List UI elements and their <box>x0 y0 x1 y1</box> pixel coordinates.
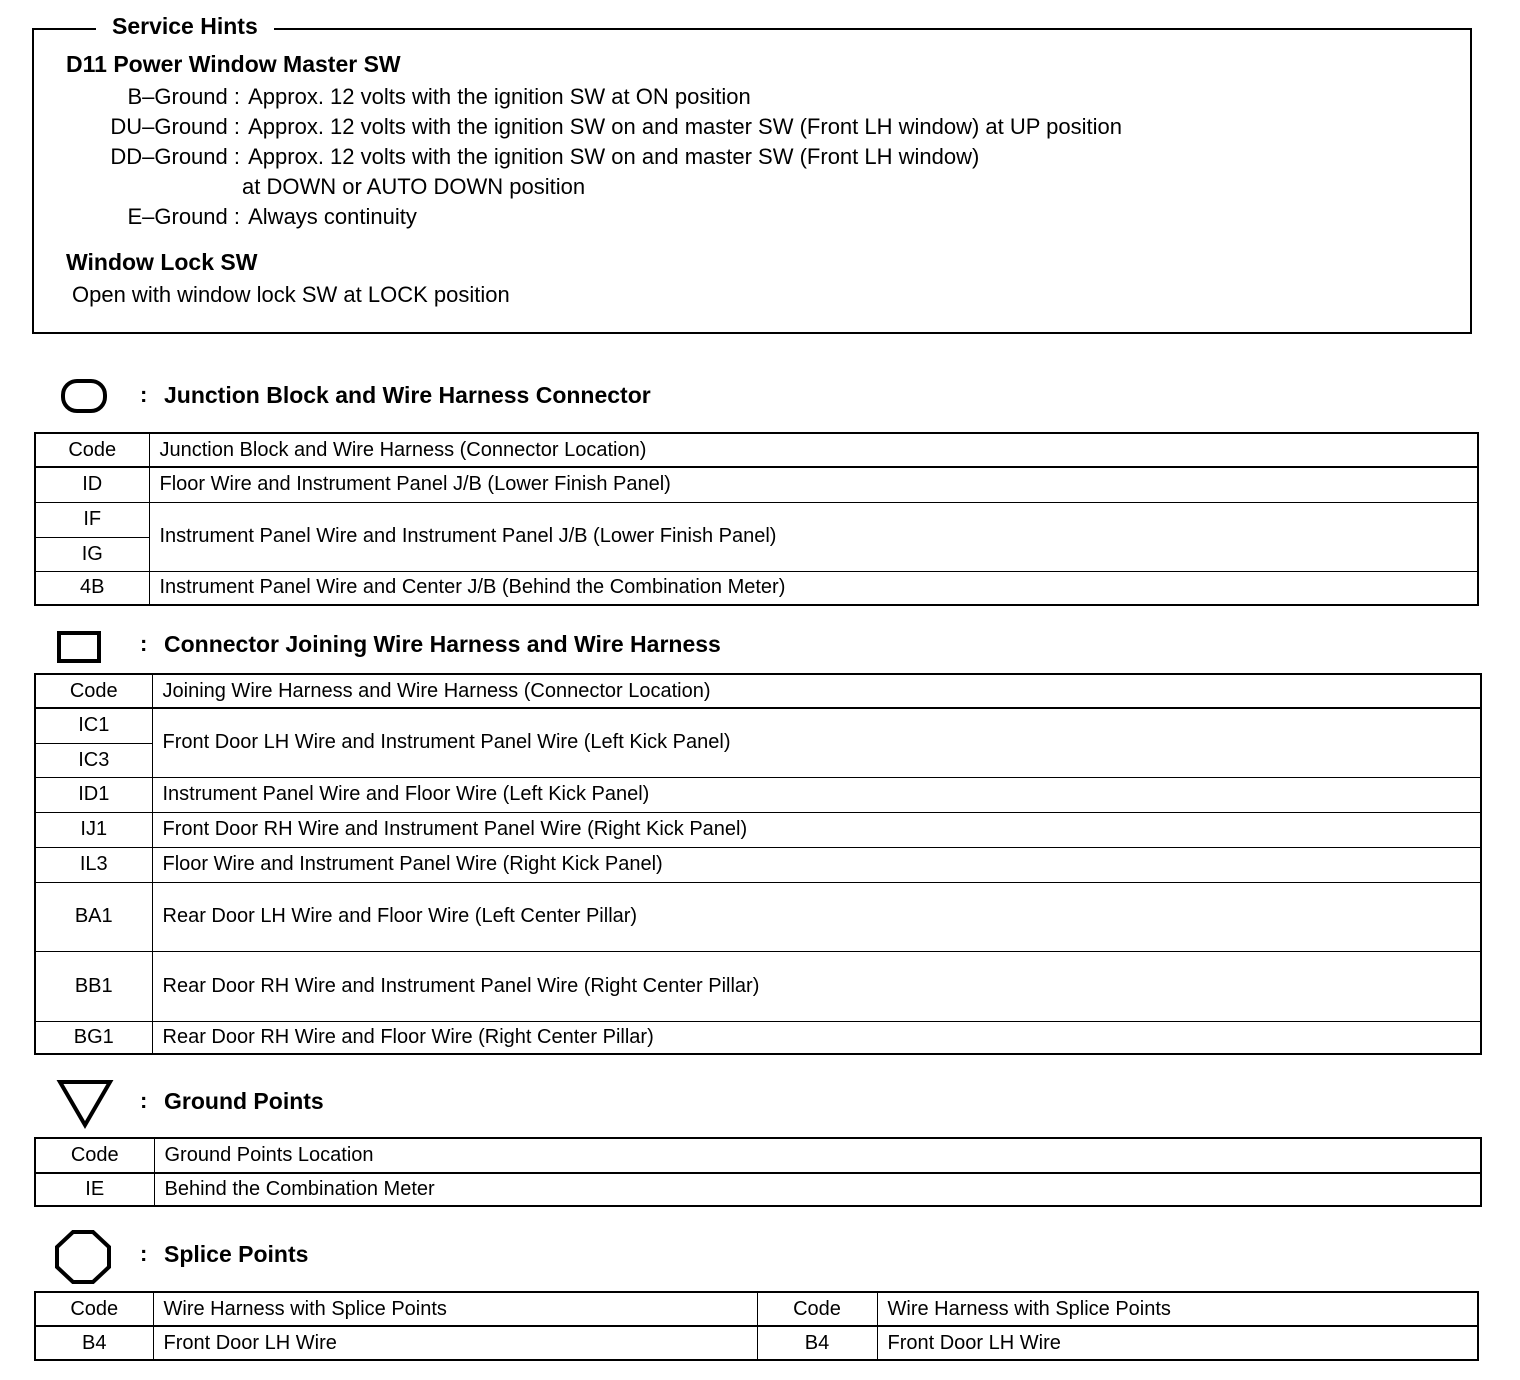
hint-dd-continuation: at DOWN or AUTO DOWN position <box>242 174 586 199</box>
table-row <box>35 467 1478 502</box>
window-lock-heading: Window Lock SW <box>66 249 258 275</box>
window-lock-text: Open with window lock SW at LOCK position <box>72 282 510 307</box>
table-row <box>35 571 1478 605</box>
code-header: Code <box>35 674 152 708</box>
code-header-2: Code <box>757 1292 877 1326</box>
ground-table <box>34 1137 1482 1207</box>
splice-section-title: Splice Points <box>164 1241 309 1267</box>
desc-cell: Instrument Panel Wire and Instrument Panel J/B (Lower Finish Panel) <box>149 502 1478 571</box>
code-cell: IC3 <box>35 743 152 777</box>
service-hints-title: Service Hints <box>96 12 274 40</box>
table-header-row <box>35 1138 1481 1173</box>
desc-header: Ground Points Location <box>154 1138 1481 1173</box>
hint-text: Always continuity <box>248 204 417 229</box>
desc-cell-2: Front Door LH Wire <box>877 1326 1478 1360</box>
ground-section-title: Ground Points <box>164 1088 324 1114</box>
code-cell: IC1 <box>35 708 152 743</box>
hint-text: Approx. 12 volts with the ignition SW on and master SW (Front LH window) at UP position <box>248 114 1122 139</box>
hint-row-dd-ground <box>40 143 979 171</box>
code-cell: IF <box>35 502 149 537</box>
code-cell: 4B <box>35 571 149 605</box>
desc-cell: Front Door LH Wire and Instrument Panel Wire (Left Kick Panel) <box>152 708 1481 777</box>
table-row <box>35 502 1478 537</box>
table-row <box>35 708 1481 743</box>
junction-table <box>34 432 1479 606</box>
code-cell: IE <box>35 1173 154 1206</box>
desc-cell: Instrument Panel Wire and Center J/B (Behind the Combination Meter) <box>149 571 1478 605</box>
table-row <box>35 951 1481 1021</box>
splice-point-octagon-icon <box>54 1229 112 1285</box>
code-cell: IJ1 <box>35 812 152 847</box>
table-row <box>35 847 1481 882</box>
code-cell-2: B4 <box>757 1326 877 1360</box>
junction-block-symbol-icon <box>60 378 108 414</box>
desc-header: Junction Block and Wire Harness (Connector Location) <box>149 433 1478 467</box>
junction-section-title: Junction Block and Wire Harness Connector <box>164 382 651 408</box>
desc-cell: Instrument Panel Wire and Floor Wire (Left Kick Panel) <box>152 777 1481 812</box>
code-header: Code <box>35 1292 153 1326</box>
component-heading: D11 Power Window Master SW <box>66 51 401 77</box>
hint-label: DU–Ground : <box>110 114 240 139</box>
junction-colon: : <box>140 382 148 407</box>
code-header: Code <box>35 433 149 467</box>
table-row <box>35 1326 1478 1360</box>
code-cell: BA1 <box>35 882 152 951</box>
table-row <box>35 812 1481 847</box>
hint-text: Approx. 12 volts with the ignition SW on and master SW (Front LH window) <box>248 144 980 169</box>
table-header-row <box>35 433 1478 467</box>
desc-header-2: Wire Harness with Splice Points <box>877 1292 1478 1326</box>
hint-row-du-ground <box>40 113 1122 141</box>
table-row <box>35 1021 1481 1054</box>
desc-header: Joining Wire Harness and Wire Harness (Connector Location) <box>152 674 1481 708</box>
hint-row-e-ground <box>40 203 417 231</box>
connector-colon: : <box>140 631 148 656</box>
desc-cell: Front Door LH Wire <box>153 1326 757 1360</box>
desc-cell: Floor Wire and Instrument Panel Wire (Right Kick Panel) <box>152 847 1481 882</box>
splice-colon: : <box>140 1241 148 1266</box>
hint-text: Approx. 12 volts with the ignition SW at ON position <box>248 84 751 109</box>
splice-table <box>34 1291 1479 1361</box>
table-row <box>35 882 1481 951</box>
connector-table <box>34 673 1482 1055</box>
code-cell: ID <box>35 467 149 502</box>
table-row <box>35 1173 1481 1206</box>
hint-row-b-ground <box>40 83 751 111</box>
desc-cell: Behind the Combination Meter <box>154 1173 1481 1206</box>
table-header-row <box>35 1292 1478 1326</box>
connector-symbol-icon <box>56 630 102 664</box>
desc-cell: Rear Door RH Wire and Instrument Panel Wire (Right Center Pillar) <box>152 951 1481 1021</box>
code-cell: IG <box>35 537 149 571</box>
table-header-row <box>35 674 1481 708</box>
connector-section-title: Connector Joining Wire Harness and Wire Harness <box>164 631 721 657</box>
table-row <box>35 777 1481 812</box>
code-cell: B4 <box>35 1326 153 1360</box>
code-cell: BG1 <box>35 1021 152 1054</box>
code-cell: ID1 <box>35 777 152 812</box>
hint-label: DD–Ground : <box>110 144 240 169</box>
code-cell: BB1 <box>35 951 152 1021</box>
hint-label: E–Ground : <box>127 204 240 229</box>
desc-cell: Rear Door RH Wire and Floor Wire (Right Center Pillar) <box>152 1021 1481 1054</box>
hint-label: B–Ground : <box>127 84 240 109</box>
desc-header: Wire Harness with Splice Points <box>153 1292 757 1326</box>
code-header: Code <box>35 1138 154 1173</box>
desc-cell: Floor Wire and Instrument Panel J/B (Lower Finish Panel) <box>149 467 1478 502</box>
desc-cell: Front Door RH Wire and Instrument Panel Wire (Right Kick Panel) <box>152 812 1481 847</box>
ground-point-triangle-icon <box>56 1078 114 1130</box>
desc-cell: Rear Door LH Wire and Floor Wire (Left Center Pillar) <box>152 882 1481 951</box>
code-cell: IL3 <box>35 847 152 882</box>
ground-colon: : <box>140 1088 148 1113</box>
